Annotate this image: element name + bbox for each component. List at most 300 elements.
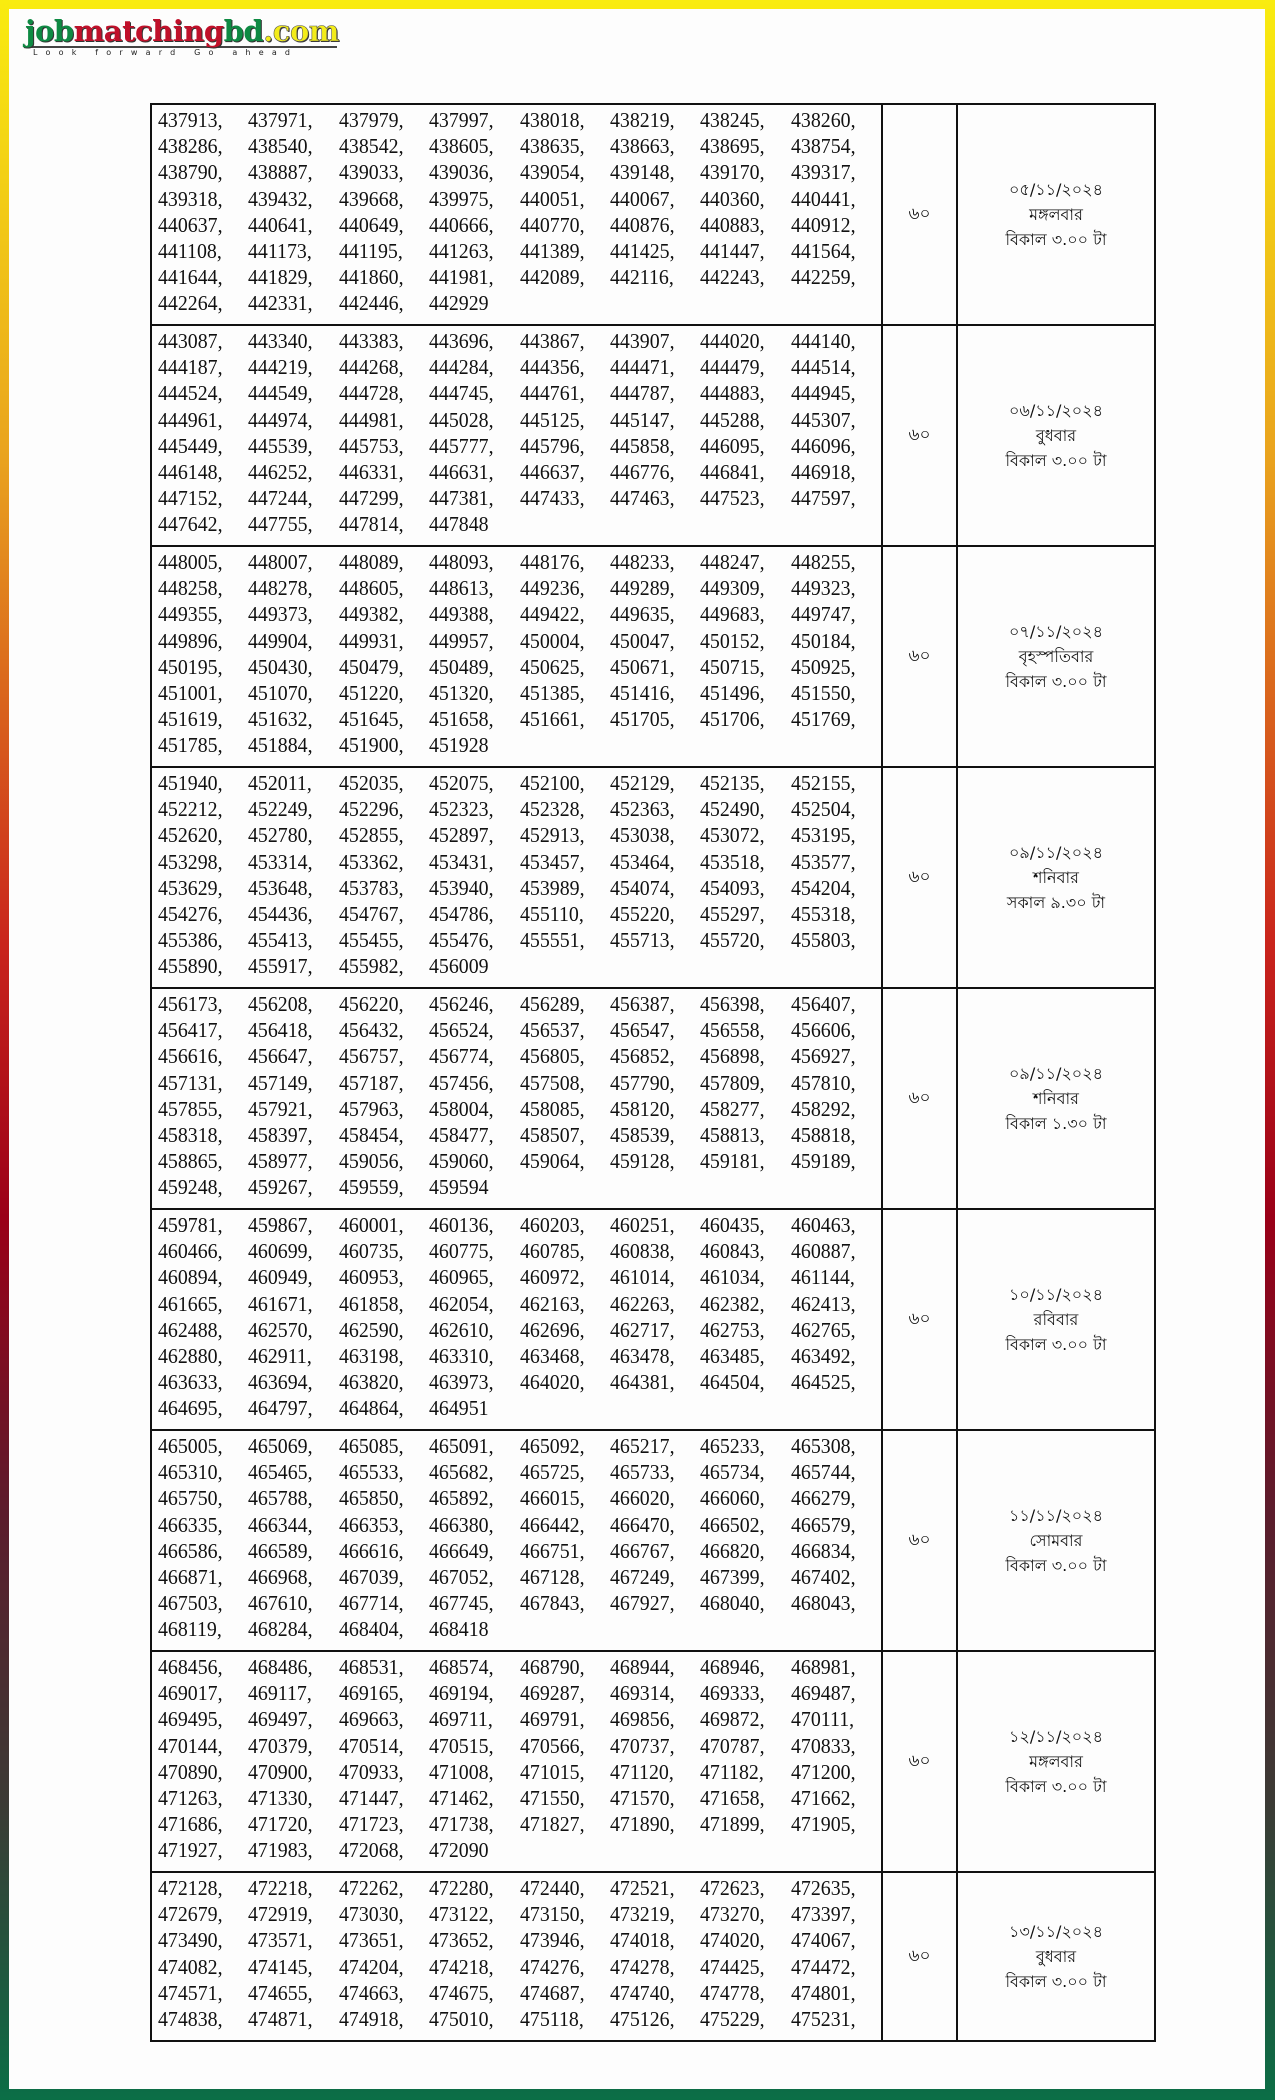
document-page	[9, 9, 1265, 2089]
roll-number: 451658,	[429, 707, 494, 732]
candidate-count: ৬০	[882, 104, 957, 325]
roll-number: 469856,	[609, 1707, 675, 1732]
roll-number: 463694,	[248, 1370, 313, 1395]
roll-number: 437971,	[248, 108, 313, 132]
candidate-count: ৬০	[882, 988, 957, 1209]
roll-number: 441195,	[338, 239, 403, 264]
roll-number: 458292,	[790, 1096, 856, 1121]
roll-number: 466502,	[700, 1512, 765, 1537]
exam-time: বিকাল ৩.০০ টা	[1005, 230, 1107, 249]
roll-number-list	[158, 1433, 879, 1643]
roll-number: 439318,	[158, 186, 223, 211]
roll-number: 472262,	[338, 1876, 404, 1900]
exam-time: বিকাল ৩.০০ টা	[1005, 1556, 1107, 1575]
roll-number: 469497,	[248, 1707, 313, 1732]
roll-number: 447381,	[429, 486, 494, 511]
roll-number: 445449,	[158, 433, 223, 458]
roll-number: 465091,	[429, 1434, 494, 1458]
exam-date: ০৭/১১/২০২৪	[1009, 622, 1103, 641]
roll-number: 438260,	[790, 108, 856, 132]
roll-number: 444356,	[519, 355, 585, 380]
roll-number: 455297,	[700, 902, 765, 927]
roll-number: 445288,	[700, 407, 765, 432]
roll-number: 463478,	[609, 1344, 675, 1369]
roll-number: 438635,	[519, 134, 585, 159]
roll-number: 470890,	[158, 1759, 223, 1784]
roll-number: 466871,	[158, 1565, 223, 1590]
roll-number: 456418,	[248, 1018, 313, 1043]
roll-number: 450152,	[700, 628, 765, 653]
roll-number: 457921,	[248, 1096, 313, 1121]
roll-number: 443907,	[609, 329, 675, 353]
roll-number: 438540,	[248, 134, 313, 159]
roll-number: 465892,	[429, 1486, 494, 1511]
roll-number: 468043,	[790, 1591, 856, 1616]
roll-number: 441644,	[158, 265, 223, 290]
roll-number: 461858,	[338, 1291, 404, 1316]
roll-number: 454276,	[158, 902, 223, 927]
roll-number: 470737,	[609, 1733, 675, 1758]
roll-number: 468531,	[338, 1655, 404, 1679]
candidate-count: ৬০	[882, 1430, 957, 1651]
roll-number: 456805,	[519, 1044, 585, 1069]
roll-number: 451550,	[790, 681, 856, 706]
roll-number: 466060,	[700, 1486, 765, 1511]
roll-number: 456387,	[609, 992, 675, 1016]
roll-number: 465233,	[700, 1434, 765, 1458]
roll-number: 447597,	[790, 486, 856, 511]
roll-number: 473270,	[700, 1902, 765, 1927]
roll-number: 462263,	[609, 1291, 675, 1316]
roll-number: 472635,	[790, 1876, 856, 1900]
roll-number: 471738,	[429, 1812, 494, 1837]
roll-number: 466015,	[519, 1486, 585, 1511]
roll-number: 444761,	[519, 381, 585, 406]
candidate-count: ৬০	[882, 325, 957, 546]
roll-number: 438887,	[248, 160, 313, 185]
roll-number: 465533,	[338, 1460, 404, 1485]
roll-number: 453577,	[790, 849, 856, 874]
roll-number: 444524,	[158, 381, 223, 406]
roll-number: 457809,	[700, 1070, 765, 1095]
roll-number: 462163,	[519, 1291, 585, 1316]
roll-number: 467610,	[248, 1591, 313, 1616]
roll-number: 444479,	[700, 355, 765, 380]
roll-number: 452504,	[790, 797, 856, 822]
roll-number: 471905,	[790, 1812, 856, 1837]
roll-number: 466820,	[700, 1538, 765, 1563]
roll-number: 471008,	[429, 1759, 494, 1784]
roll-number: 455917,	[248, 954, 313, 979]
roll-number: 460965,	[429, 1265, 494, 1290]
exam-day: মঙ্গলবার	[1029, 1752, 1083, 1771]
roll-number: 456398,	[700, 992, 765, 1016]
roll-number: 451706,	[700, 707, 765, 732]
roll-number: 474278,	[609, 1954, 675, 1979]
exam-day: শনিবার	[1033, 1089, 1079, 1108]
roll-number: 446918,	[790, 460, 856, 485]
logo-part-com: .com	[263, 14, 339, 48]
roll-number: 475118,	[519, 2007, 584, 2032]
roll-number-list	[158, 1654, 879, 1864]
roll-number: 450625,	[519, 654, 585, 679]
roll-number: 439432,	[248, 186, 313, 211]
roll-number: 457131,	[158, 1070, 223, 1095]
roll-number: 472128,	[158, 1876, 223, 1900]
roll-number: 459181,	[700, 1149, 765, 1174]
roll-number: 471447,	[338, 1786, 404, 1811]
roll-number: 448255,	[790, 550, 856, 574]
roll-number: 474018,	[609, 1928, 675, 1953]
roll-number: 456537,	[519, 1018, 585, 1043]
roll-number: 475010,	[429, 2007, 494, 2032]
roll-number: 438245,	[700, 108, 765, 132]
roll-number: 471827,	[519, 1812, 585, 1837]
roll-number: 467039,	[338, 1565, 404, 1590]
roll-number: 463485,	[700, 1344, 765, 1369]
exam-date: ০৯/১১/২০২৪	[1009, 1064, 1103, 1083]
roll-number-list	[158, 107, 879, 317]
roll-number: 469287,	[519, 1681, 585, 1706]
roll-number: 445796,	[519, 433, 585, 458]
exam-time: বিকাল ৩.০০ টা	[1005, 672, 1107, 691]
roll-number: 466470,	[609, 1512, 675, 1537]
roll-number: 458277,	[700, 1096, 765, 1121]
roll-number: 458397,	[248, 1123, 313, 1148]
roll-number: 452363,	[609, 797, 675, 822]
roll-number: 441173,	[248, 239, 313, 264]
roll-number: 474020,	[700, 1928, 765, 1953]
roll-number: 447814,	[338, 512, 404, 537]
roll-number: 467927,	[609, 1591, 675, 1616]
roll-number: 469495,	[158, 1707, 223, 1732]
roll-number: 466442,	[519, 1512, 585, 1537]
roll-number: 464525,	[790, 1370, 856, 1395]
roll-number: 459189,	[790, 1149, 856, 1174]
roll-number: 453072,	[700, 823, 765, 848]
roll-number: 465744,	[790, 1460, 856, 1485]
roll-number: 470144,	[158, 1733, 223, 1758]
exam-day: রবিবার	[1033, 1310, 1079, 1329]
roll-number: 473946,	[519, 1928, 585, 1953]
roll-number: 469333,	[700, 1681, 765, 1706]
roll-number: 472440,	[519, 1876, 585, 1900]
roll-number: 459056,	[338, 1149, 404, 1174]
roll-number: 445753,	[338, 433, 404, 458]
roll-number: 449896,	[158, 628, 223, 653]
roll-number: 458004,	[429, 1096, 494, 1121]
roll-number: 456289,	[519, 992, 585, 1016]
roll-number: 471263,	[158, 1786, 223, 1811]
roll-number: 440051,	[519, 186, 585, 211]
roll-number: 473651,	[338, 1928, 404, 1953]
roll-number: 471658,	[700, 1786, 765, 1811]
exam-date: ১০/১১/২০২৪	[1009, 1285, 1103, 1304]
roll-number: 451940,	[158, 771, 223, 795]
roll-number: 464381,	[609, 1370, 675, 1395]
roll-number: 468284,	[248, 1617, 313, 1642]
exam-time: বিকাল ১.৩০ টা	[1005, 1114, 1107, 1133]
roll-number: 455220,	[609, 902, 675, 927]
roll-number-list	[158, 1875, 879, 2032]
roll-number: 474801,	[790, 1980, 856, 2005]
roll-number: 455890,	[158, 954, 223, 979]
roll-number: 441981,	[429, 265, 494, 290]
roll-number: 474778,	[700, 1980, 765, 2005]
roll-number: 473397,	[790, 1902, 856, 1927]
roll-number: 447642,	[158, 512, 223, 537]
roll-number: 471570,	[609, 1786, 675, 1811]
roll-number: 439033,	[338, 160, 404, 185]
roll-number: 459128,	[609, 1149, 675, 1174]
roll-number: 458865,	[158, 1149, 223, 1174]
roll-number: 450925,	[790, 654, 856, 679]
roll-number: 464504,	[700, 1370, 765, 1395]
roll-number: 455803,	[790, 928, 856, 953]
roll-number: 470566,	[519, 1733, 585, 1758]
roll-number: 454074,	[609, 875, 675, 900]
roll-number: 458818,	[790, 1123, 856, 1148]
roll-number: 466616,	[338, 1538, 404, 1563]
roll-number: 459267,	[248, 1175, 313, 1200]
roll-number: 475231,	[790, 2007, 856, 2032]
roll-number: 447299,	[338, 486, 404, 511]
roll-number: 444268,	[338, 355, 404, 380]
exam-date: ১২/১১/২০২৪	[1009, 1727, 1103, 1746]
roll-number: 449422,	[519, 602, 585, 627]
roll-number: 456898,	[700, 1044, 765, 1069]
exam-time: বিকাল ৩.০০ টা	[1005, 1777, 1107, 1796]
roll-number: 440637,	[158, 212, 223, 237]
roll-number: 438754,	[790, 134, 856, 159]
roll-number: 470379,	[248, 1733, 313, 1758]
roll-number: 466586,	[158, 1538, 223, 1563]
roll-number: 453783,	[338, 875, 404, 900]
schedule-row	[151, 325, 1155, 546]
schedule-cell	[957, 1209, 1155, 1430]
roll-number: 461144,	[790, 1265, 855, 1290]
roll-number: 465750,	[158, 1486, 223, 1511]
roll-number: 444514,	[790, 355, 856, 380]
roll-number: 466344,	[248, 1512, 313, 1537]
exam-time: বিকাল ৩.০০ টা	[1005, 1972, 1107, 1991]
roll-number: 469487,	[790, 1681, 856, 1706]
roll-number: 474145,	[248, 1954, 313, 1979]
roll-number: 459867,	[248, 1213, 313, 1237]
roll-number: 466020,	[609, 1486, 675, 1511]
roll-number: 446841,	[700, 460, 765, 485]
roll-number: 465682,	[429, 1460, 494, 1485]
exam-date: ০৫/১১/২০২৪	[1009, 180, 1103, 199]
exam-date: ০৯/১১/২০২৪	[1009, 843, 1103, 862]
roll-number: 467402,	[790, 1565, 856, 1590]
roll-number: 444471,	[609, 355, 675, 380]
roll-number: 453940,	[429, 875, 494, 900]
roll-number: 469165,	[338, 1681, 404, 1706]
roll-number: 444974,	[248, 407, 313, 432]
roll-number: 451705,	[609, 707, 675, 732]
schedule-row	[151, 988, 1155, 1209]
roll-number: 474571,	[158, 1980, 223, 2005]
roll-number: 449931,	[338, 628, 404, 653]
roll-number: 445539,	[248, 433, 313, 458]
exam-time: বিকাল ৩.০০ টা	[1005, 451, 1107, 470]
roll-number: 452249,	[248, 797, 313, 822]
roll-number: 438790,	[158, 160, 223, 185]
roll-number: 455455,	[338, 928, 404, 953]
roll-number: 467128,	[519, 1565, 585, 1590]
schedule-cell	[957, 546, 1155, 767]
roll-number: 464864,	[338, 1396, 404, 1421]
roll-number: 456220,	[338, 992, 404, 1016]
roll-number: 458477,	[429, 1123, 494, 1148]
roll-number: 468946,	[700, 1655, 765, 1679]
roll-number: 459060,	[429, 1149, 494, 1174]
roll-number: 462413,	[790, 1291, 856, 1316]
roll-number: 458507,	[519, 1123, 585, 1148]
roll-number: 467745,	[429, 1591, 494, 1616]
roll-number: 456606,	[790, 1018, 856, 1043]
roll-number: 472280,	[429, 1876, 494, 1900]
roll-number: 460775,	[429, 1239, 494, 1264]
roll-number: 451619,	[158, 707, 223, 732]
roll-number: 453648,	[248, 875, 313, 900]
roll-number: 449904,	[248, 628, 313, 653]
roll-number: 441108,	[158, 239, 222, 264]
roll-number: 440666,	[429, 212, 494, 237]
roll-number: 474472,	[790, 1954, 856, 1979]
roll-number: 451385,	[519, 681, 585, 706]
schedule-row	[151, 104, 1155, 325]
roll-number: 450671,	[609, 654, 675, 679]
roll-number: 452011,	[248, 771, 313, 795]
roll-number: 451645,	[338, 707, 404, 732]
roll-number: 446331,	[338, 460, 404, 485]
roll-number: 451785,	[158, 733, 223, 758]
roll-number: 468119,	[158, 1617, 222, 1642]
roll-number: 462717,	[609, 1317, 675, 1342]
roll-number: 465465,	[248, 1460, 313, 1485]
roll-number: 455551,	[519, 928, 585, 953]
roll-number: 437913,	[158, 108, 223, 132]
roll-numbers-cell	[151, 1872, 882, 2041]
roll-number: 453431,	[429, 849, 494, 874]
roll-number: 456757,	[338, 1044, 404, 1069]
roll-number: 464797,	[248, 1396, 313, 1421]
roll-number: 455386,	[158, 928, 223, 953]
logo-wordmark	[25, 13, 345, 49]
roll-number: 449747,	[790, 602, 856, 627]
roll-number: 448247,	[700, 550, 765, 574]
exam-date: ০৬/১১/২০২৪	[1009, 401, 1103, 420]
logo-tagline: Look forward Go ahead	[33, 48, 299, 57]
roll-number: 449289,	[609, 576, 675, 601]
roll-number: 439054,	[519, 160, 585, 185]
roll-number: 438663,	[609, 134, 675, 159]
exam-day: মঙ্গলবার	[1029, 205, 1083, 224]
roll-number: 456524,	[429, 1018, 494, 1043]
roll-number: 459248,	[158, 1175, 223, 1200]
exam-time: সকাল ৯.৩০ টা	[1006, 893, 1106, 912]
roll-number: 439975,	[429, 186, 494, 211]
roll-number: 473150,	[519, 1902, 585, 1927]
roll-number: 450479,	[338, 654, 404, 679]
roll-number: 455318,	[790, 902, 856, 927]
roll-number: 458977,	[248, 1149, 313, 1174]
roll-number: 441263,	[429, 239, 494, 264]
roll-number-list	[158, 328, 879, 538]
schedule-cell	[957, 104, 1155, 325]
roll-number: 454204,	[790, 875, 856, 900]
roll-number: 456432,	[338, 1018, 404, 1043]
schedule-row	[151, 1651, 1155, 1872]
roll-number: 466834,	[790, 1538, 856, 1563]
roll-number: 462696,	[519, 1317, 585, 1342]
roll-number: 457855,	[158, 1096, 223, 1121]
roll-number: 441829,	[248, 265, 313, 290]
roll-number: 456417,	[158, 1018, 223, 1043]
roll-number: 446148,	[158, 460, 223, 485]
roll-number: 456616,	[158, 1044, 223, 1069]
roll-number: 442243,	[700, 265, 765, 290]
roll-number: 471120,	[609, 1759, 674, 1784]
roll-number: 452913,	[519, 823, 585, 848]
roll-number: 452296,	[338, 797, 404, 822]
roll-number: 467249,	[609, 1565, 675, 1590]
roll-number: 457790,	[609, 1070, 675, 1095]
roll-number: 460136,	[429, 1213, 494, 1237]
roll-number: 460463,	[790, 1213, 856, 1237]
roll-number: 440067,	[609, 186, 675, 211]
roll-number: 443087,	[158, 329, 223, 353]
roll-number: 448278,	[248, 576, 313, 601]
roll-number: 455720,	[700, 928, 765, 953]
roll-number: 474276,	[519, 1954, 585, 1979]
roll-number: 472218,	[248, 1876, 313, 1900]
roll-number: 458813,	[700, 1123, 765, 1148]
roll-numbers-cell	[151, 767, 882, 988]
roll-number: 452328,	[519, 797, 585, 822]
roll-number: 474082,	[158, 1954, 223, 1979]
roll-number: 459559,	[338, 1175, 404, 1200]
roll-number: 460843,	[700, 1239, 765, 1264]
site-logo[interactable]	[25, 13, 345, 59]
roll-number: 461665,	[158, 1291, 223, 1316]
roll-number: 448005,	[158, 550, 223, 574]
roll-number: 462610,	[429, 1317, 494, 1342]
roll-number: 442259,	[790, 265, 856, 290]
roll-number: 467503,	[158, 1591, 223, 1616]
roll-number: 466380,	[429, 1512, 494, 1537]
roll-number: 469663,	[338, 1707, 404, 1732]
roll-number: 452212,	[158, 797, 223, 822]
roll-number: 448605,	[338, 576, 404, 601]
roll-number: 449236,	[519, 576, 585, 601]
roll-number: 456173,	[158, 992, 223, 1016]
roll-number: 462570,	[248, 1317, 313, 1342]
roll-number: 457149,	[248, 1070, 313, 1095]
roll-number: 447463,	[609, 486, 675, 511]
roll-numbers-cell	[151, 1430, 882, 1651]
roll-number: 461671,	[248, 1291, 313, 1316]
roll-number: 463198,	[338, 1344, 404, 1369]
exam-day: বুধবার	[1035, 426, 1077, 445]
roll-number: 455110,	[519, 902, 584, 927]
roll-number: 459781,	[158, 1213, 223, 1237]
schedule-cell	[957, 988, 1155, 1209]
schedule-row	[151, 1430, 1155, 1651]
roll-number: 458539,	[609, 1123, 675, 1148]
